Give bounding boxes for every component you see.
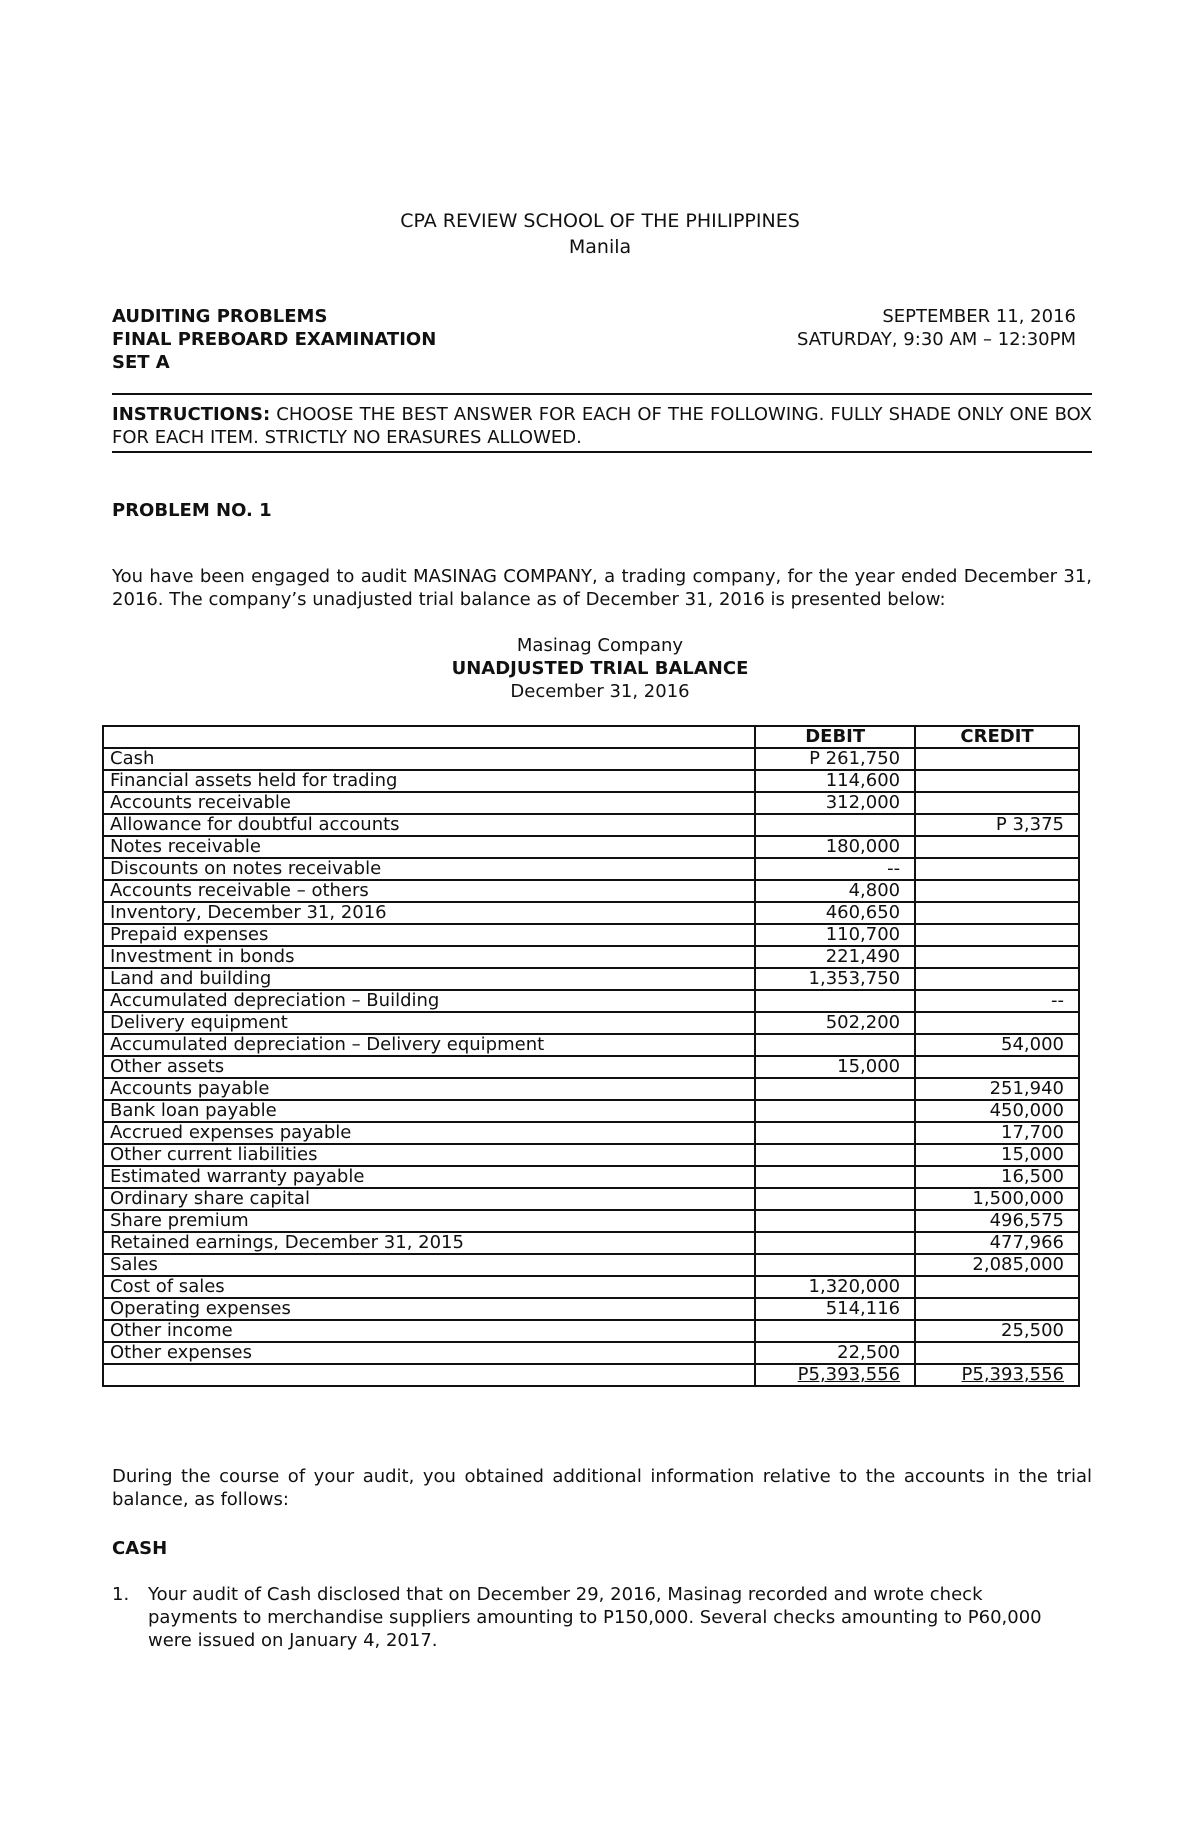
table-row: [103, 858, 1079, 880]
debit-cell: 460,650: [755, 902, 915, 924]
table-row: [103, 792, 1079, 814]
credit-cell: [915, 858, 1079, 880]
debit-cell: 110,700: [755, 924, 915, 946]
credit-cell: [915, 880, 1079, 902]
school-name: CPA REVIEW SCHOOL OF THE PHILIPPINES: [400, 210, 800, 232]
account-cell: Allowance for doubtful accounts: [103, 814, 755, 836]
debit-cell: [755, 1320, 915, 1342]
tb-title: UNADJUSTED TRIAL BALANCE: [451, 658, 749, 679]
credit-cell: 2,085,000: [915, 1254, 1079, 1276]
account-cell: Prepaid expenses: [103, 924, 755, 946]
problem-intro: You have been engaged to audit MASINAG COMPANY, a trading company, for the year ended December 31, 2016. The company’s unadjusted trial balance as of December 31, 2016 is presented below:: [112, 566, 1092, 610]
credit-cell: [915, 1298, 1079, 1320]
account-cell: Notes receivable: [103, 836, 755, 858]
table-row: [103, 770, 1079, 792]
table-row: [103, 1276, 1079, 1298]
credit-cell: 17,700: [915, 1122, 1079, 1144]
debit-cell: 4,800: [755, 880, 915, 902]
table-row: [103, 902, 1079, 924]
table-row: [103, 968, 1079, 990]
credit-cell: [915, 902, 1079, 924]
debit-cell: 22,500: [755, 1342, 915, 1364]
exam-info: [112, 305, 436, 374]
credit-cell: 496,575: [915, 1210, 1079, 1232]
account-cell: Bank loan payable: [103, 1100, 755, 1122]
account-cell: Share premium: [103, 1210, 755, 1232]
account-cell: Other income: [103, 1320, 755, 1342]
table-row: [103, 1232, 1079, 1254]
account-cell: Land and building: [103, 968, 755, 990]
table-row: [103, 1298, 1079, 1320]
subject-title: AUDITING PROBLEMS: [112, 306, 328, 327]
credit-cell: [915, 1056, 1079, 1078]
debit-cell: 514,116: [755, 1298, 915, 1320]
credit-cell: [915, 1342, 1079, 1364]
table-row: [103, 924, 1079, 946]
debit-cell: [755, 814, 915, 836]
account-cell: Operating expenses: [103, 1298, 755, 1320]
account-cell: Ordinary share capital: [103, 1188, 755, 1210]
tb-date: December 31, 2016: [510, 681, 690, 702]
debit-cell: [755, 1166, 915, 1188]
credit-cell: 251,940: [915, 1078, 1079, 1100]
debit-cell: 221,490: [755, 946, 915, 968]
account-cell: Accounts payable: [103, 1078, 755, 1100]
credit-cell: 25,500: [915, 1320, 1079, 1342]
table-row: [103, 1342, 1079, 1364]
debit-cell: 180,000: [755, 836, 915, 858]
account-cell: Delivery equipment: [103, 1012, 755, 1034]
account-cell: Financial assets held for trading: [103, 770, 755, 792]
problem-title: PROBLEM NO. 1: [112, 500, 272, 521]
additional-info-text: During the course of your audit, you obtained additional information relative to the accounts in the trial balance, as follows:: [112, 1466, 1092, 1510]
debit-cell: [755, 1232, 915, 1254]
credit-cell: [915, 924, 1079, 946]
exam-set: SET A: [112, 352, 170, 373]
credit-cell: [915, 968, 1079, 990]
debit-cell: [755, 1122, 915, 1144]
debit-cell: P 261,750: [755, 748, 915, 770]
debit-cell: [755, 1188, 915, 1210]
debit-cell: 114,600: [755, 770, 915, 792]
account-cell: Other current liabilities: [103, 1144, 755, 1166]
account-cell: Accounts receivable: [103, 792, 755, 814]
debit-cell: 312,000: [755, 792, 915, 814]
total-credit: P5,393,556: [915, 1364, 1079, 1386]
credit-cell: 450,000: [915, 1100, 1079, 1122]
tb-company: Masinag Company: [516, 635, 684, 656]
total-label: [103, 1364, 755, 1386]
list-item: [112, 1583, 1062, 1652]
table-row: [103, 1144, 1079, 1166]
debit-cell: [755, 1078, 915, 1100]
divider-bottom: [112, 451, 1092, 453]
debit-cell: [755, 990, 915, 1012]
account-cell: Cost of sales: [103, 1276, 755, 1298]
instructions-label: INSTRUCTIONS:: [112, 404, 271, 425]
exam-schedule: [797, 305, 1076, 351]
table-row: [103, 1188, 1079, 1210]
table-row: [103, 880, 1079, 902]
table-row: [103, 946, 1079, 968]
debit-cell: 1,353,750: [755, 968, 915, 990]
table-row: [103, 1034, 1079, 1056]
col-credit: CREDIT: [915, 726, 1079, 748]
table-row: [103, 1056, 1079, 1078]
credit-cell: 16,500: [915, 1166, 1079, 1188]
table-row: [103, 1122, 1079, 1144]
school-city: Manila: [568, 236, 632, 258]
debit-cell: [755, 1210, 915, 1232]
debit-cell: 502,200: [755, 1012, 915, 1034]
divider-top: [112, 393, 1092, 395]
debit-cell: [755, 1144, 915, 1166]
table-row: [103, 990, 1079, 1012]
credit-cell: --: [915, 990, 1079, 1012]
debit-cell: [755, 1100, 915, 1122]
table-total-row: [103, 1364, 1079, 1386]
col-debit: DEBIT: [755, 726, 915, 748]
credit-cell: [915, 1012, 1079, 1034]
cash-section-title: CASH: [112, 1538, 168, 1559]
table-row: [103, 1012, 1079, 1034]
table-row: [103, 748, 1079, 770]
account-cell: Estimated warranty payable: [103, 1166, 755, 1188]
table-row: [103, 1320, 1079, 1342]
debit-cell: --: [755, 858, 915, 880]
exam-date: SEPTEMBER 11, 2016: [882, 306, 1076, 327]
table-row: [103, 1100, 1079, 1122]
credit-cell: P 3,375: [915, 814, 1079, 836]
credit-cell: [915, 836, 1079, 858]
credit-cell: 54,000: [915, 1034, 1079, 1056]
table-row: [103, 1078, 1079, 1100]
debit-cell: [755, 1034, 915, 1056]
table-row: [103, 836, 1079, 858]
account-cell: Cash: [103, 748, 755, 770]
account-cell: Accumulated depreciation – Building: [103, 990, 755, 1012]
account-cell: Other assets: [103, 1056, 755, 1078]
credit-cell: [915, 946, 1079, 968]
table-row: [103, 1210, 1079, 1232]
account-cell: Inventory, December 31, 2016: [103, 902, 755, 924]
credit-cell: [915, 1276, 1079, 1298]
debit-cell: [755, 1254, 915, 1276]
instructions-text: CHOOSE THE BEST ANSWER FOR EACH OF THE FOLLOWING. FULLY SHADE ONLY ONE BOX FOR EACH ITEM. STRICTLY NO ERASURES ALLOWED.: [112, 404, 1092, 448]
col-account: [103, 726, 755, 748]
instructions: [112, 403, 1092, 449]
credit-cell: [915, 748, 1079, 770]
table-body: [103, 748, 1079, 1364]
table-row: [103, 1254, 1079, 1276]
account-cell: Accounts receivable – others: [103, 880, 755, 902]
credit-cell: [915, 792, 1079, 814]
item-text: Your audit of Cash disclosed that on December 29, 2016, Masinag recorded and wrote check payments to merchandise suppliers amounting to P150,000. Several checks amounting to P60,000 were issued on January 4, 2017.: [148, 1584, 1042, 1651]
credit-cell: 15,000: [915, 1144, 1079, 1166]
account-cell: Investment in bonds: [103, 946, 755, 968]
table-row: [103, 814, 1079, 836]
credit-cell: 477,966: [915, 1232, 1079, 1254]
account-cell: Other expenses: [103, 1342, 755, 1364]
table-row: [103, 1166, 1079, 1188]
account-cell: Accrued expenses payable: [103, 1122, 755, 1144]
exam-time: SATURDAY, 9:30 AM – 12:30PM: [797, 329, 1076, 350]
credit-cell: [915, 770, 1079, 792]
account-cell: Discounts on notes receivable: [103, 858, 755, 880]
debit-cell: 1,320,000: [755, 1276, 915, 1298]
trial-balance-table: [102, 725, 1080, 1387]
credit-cell: 1,500,000: [915, 1188, 1079, 1210]
account-cell: Sales: [103, 1254, 755, 1276]
account-cell: Retained earnings, December 31, 2015: [103, 1232, 755, 1254]
account-cell: Accumulated depreciation – Delivery equipment: [103, 1034, 755, 1056]
total-debit: P5,393,556: [755, 1364, 915, 1386]
debit-cell: 15,000: [755, 1056, 915, 1078]
exam-title: FINAL PREBOARD EXAMINATION: [112, 329, 437, 350]
item-number: 1.: [112, 1584, 130, 1605]
table-header-row: [103, 726, 1079, 748]
